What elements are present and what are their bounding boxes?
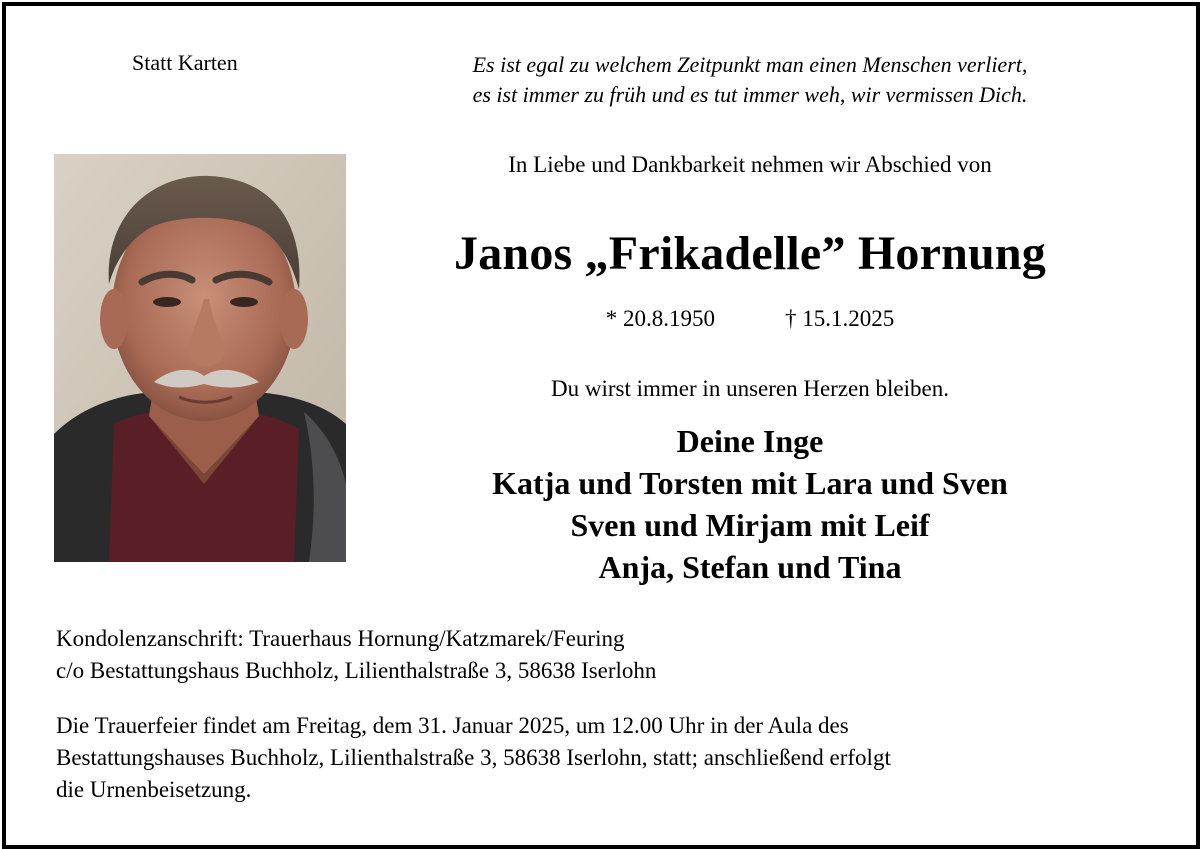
- ceremony-info: [56, 710, 1166, 806]
- birth-date: * 20.8.1950: [605, 306, 715, 331]
- statt-karten-label: Statt Karten: [132, 50, 238, 75]
- mourners-list: [380, 420, 1120, 588]
- condolence-line-2: c/o Bestattungshaus Buchholz, Lilienthalstraße 3, 58638 Iserlohn: [56, 658, 657, 683]
- ceremony-line-3: die Urnenbeisetzung.: [56, 777, 252, 802]
- intro-text: In Liebe und Dankbarkeit nehmen wir Abschied von: [508, 152, 992, 177]
- portrait-photo: [54, 154, 346, 562]
- death-date: † 15.1.2025: [785, 306, 895, 331]
- life-dates: [400, 306, 1100, 332]
- mourner-line: Katja und Torsten mit Lara und Sven: [492, 465, 1008, 501]
- farewell-line: Du wirst immer in unseren Herzen bleiben.: [551, 376, 949, 401]
- mourner-line: Anja, Stefan und Tina: [598, 549, 902, 585]
- mourner-line: Deine Inge: [676, 423, 824, 459]
- memorial-quote: [380, 50, 1120, 110]
- ceremony-line-2: Bestattungshauses Buchholz, Lilienthalstraße 3, 58638 Iserlohn, statt; anschließend erfolgt: [56, 745, 891, 770]
- deceased-name: Janos „Frikadelle” Hornung: [454, 227, 1046, 280]
- mourner-line: Sven und Mirjam mit Leif: [570, 507, 930, 543]
- quote-line-1: Es ist egal zu welchem Zeitpunkt man einen Menschen verliert,: [472, 52, 1028, 77]
- condolence-address: [56, 623, 1156, 687]
- quote-line-2: es ist immer zu früh und es tut immer weh, wir vermissen Dich.: [472, 82, 1028, 107]
- condolence-line-1: Kondolenzanschrift: Trauerhaus Hornung/Katzmarek/Feuring: [56, 626, 625, 651]
- ceremony-line-1: Die Trauerfeier findet am Freitag, dem 31. Januar 2025, um 12.00 Uhr in der Aula des: [56, 713, 849, 738]
